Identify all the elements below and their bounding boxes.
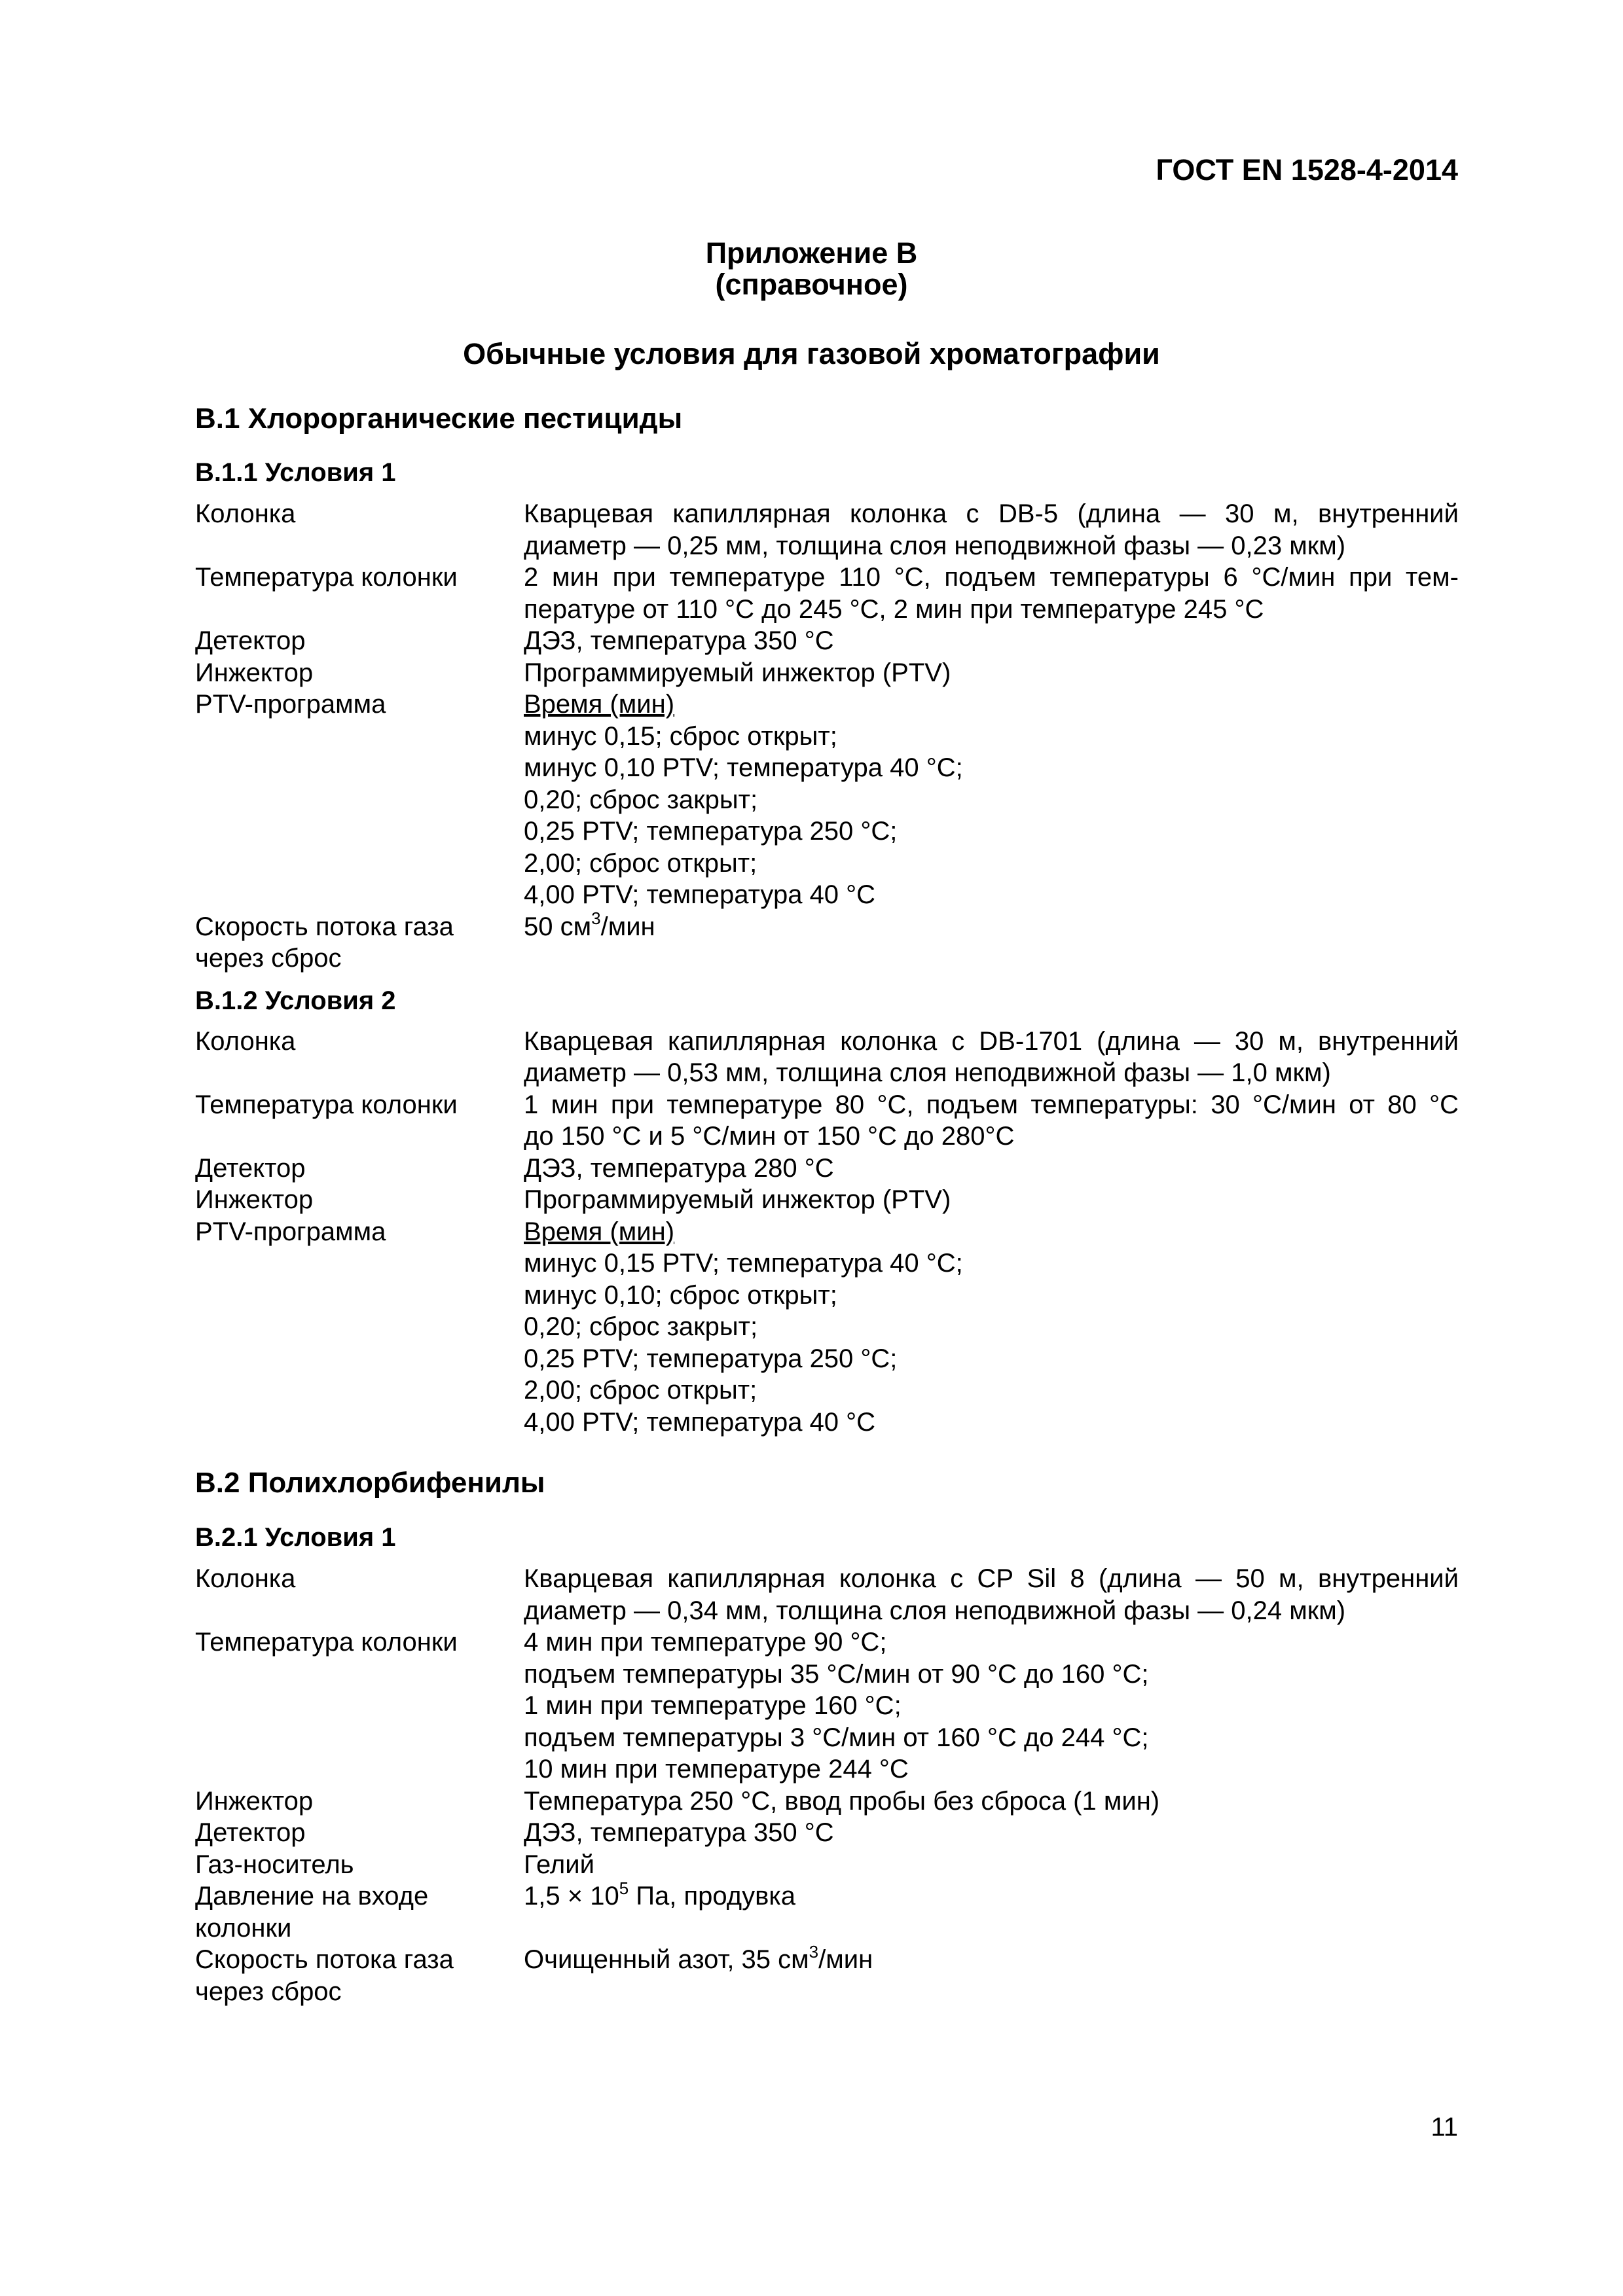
b21-flow-value-unit: /мин: [818, 1945, 873, 1974]
b21-temp-label: Температура колонки: [195, 1628, 458, 1657]
b11-temp-label: Температура колонки: [195, 563, 458, 592]
b21-temp-line: 10 мин при температуре 244 °С: [524, 1755, 909, 1784]
b21-pressure-value-sup: 5: [619, 1878, 629, 1898]
b11-flow-row: [195, 908, 1459, 975]
b21-temp-line: подъем температуры 35 °С/мин от 90 °С до 160 °С;: [524, 1659, 1149, 1689]
b21-pressure-label-line: Давление на входе: [195, 1882, 429, 1910]
b11-ptv-line: 2,00; сброс открыт;: [524, 848, 757, 878]
b21-injector-value: Температура 250 °С, ввод пробы без сброса (1 мин): [524, 1786, 1160, 1816]
b21-carrier-value: Гелий: [524, 1850, 594, 1879]
b21-pressure-label-line: колонки: [195, 1913, 292, 1943]
b21-pressure-value-text: 1,5 × 10: [524, 1882, 619, 1910]
b12-injector-label: Инжектор: [195, 1185, 314, 1214]
b12-detector-label: Детектор: [195, 1153, 306, 1183]
b21-detector-row: [195, 1817, 1459, 1849]
b11-ptv-value: [524, 689, 1459, 911]
b21-flow-label: [195, 1944, 524, 2007]
b12-ptv-line: 2,00; сброс открыт;: [524, 1376, 757, 1405]
b12-ptv-header: Время (мин): [524, 1217, 675, 1246]
b12-ptv-line: минус 0,10; сброс открыт;: [524, 1280, 837, 1310]
b12-ptv-line: 0,25 PTV; температура 250 °С;: [524, 1344, 898, 1373]
annex-heading: Обычные условия для газовой хроматографии: [463, 337, 1160, 370]
b11-injector-label: Инжектор: [195, 658, 314, 687]
b12-ptv-line: 0,20; сброс закрыт;: [524, 1312, 758, 1341]
b11-ptv-label: PTV-программа: [195, 690, 386, 719]
b12-column-value-line: диаметр — 0,53 мм, толщина слоя неподвижной фазы — 1,0 мкм): [524, 1058, 1331, 1087]
annex-type: (справочное): [715, 268, 908, 301]
b21-pressure-value-unit: Па, продувка: [629, 1882, 795, 1910]
b11-flow-value-unit: /мин: [600, 912, 655, 941]
b21-temp-row: [195, 1626, 1459, 1785]
b11-column-label: Колонка: [195, 499, 296, 528]
b11-temp-value-line: пературе от 110 °С до 245 °С, 2 мин при температуре 245 °С: [524, 594, 1264, 624]
b21-column-value: [524, 1563, 1459, 1626]
b12-temp-value: [524, 1089, 1459, 1153]
b11-detector-row: [195, 625, 1459, 657]
b21-detector-value: ДЭЗ, температура 350 °С: [524, 1818, 834, 1847]
b11-injector-row: [195, 657, 1459, 689]
b11-flow-value-sup: 3: [591, 908, 601, 929]
b11-column-row: [195, 498, 1459, 562]
b12-ptv-line: 4,00 PTV; температура 40 °С: [524, 1407, 876, 1437]
b21-injector-label: Инжектор: [195, 1786, 314, 1816]
b21-temp-line: 1 мин при температуре 160 °С;: [524, 1691, 902, 1720]
b12-ptv-line: минус 0,15 PTV; температура 40 °С;: [524, 1249, 963, 1278]
b12-ptv-row: [195, 1216, 1459, 1439]
b12-conditions: [195, 1026, 1459, 1439]
b12-temp-value-line: 1 мин при температуре 80 °С, подъем температуры: 30 °С/мин от 80 °С: [524, 1090, 1459, 1119]
subsection-b11-title: В.1.1 Условия 1: [195, 458, 396, 487]
b11-flow-label-line: Скорость потока газа: [195, 912, 454, 941]
section-b2-title: В.2 Полихлорбифенилы: [195, 1467, 545, 1499]
b11-ptv-row: [195, 689, 1459, 911]
b12-detector-value: ДЭЗ, температура 280 °С: [524, 1153, 834, 1183]
b21-injector-row: [195, 1785, 1459, 1818]
b11-temp-row: [195, 562, 1459, 625]
b11-ptv-line: минус 0,10 PTV; температура 40 °С;: [524, 753, 963, 782]
subsection-b12-title: В.1.2 Условия 2: [195, 986, 396, 1015]
b21-carrier-label: Газ-носитель: [195, 1850, 354, 1879]
b11-temp-value-line: 2 мин при температуре 110 °С, подъем температуры 6 °С/мин при тем-: [524, 563, 1459, 592]
b11-flow-label-line: через сброс: [195, 944, 342, 973]
b11-injector-value: Программируемый инжектор (PTV): [524, 658, 951, 687]
b21-detector-label: Детектор: [195, 1818, 306, 1847]
b21-flow-label-line: через сброс: [195, 1977, 342, 2006]
b11-column-value: [524, 498, 1459, 562]
b21-column-value-line: диаметр — 0,34 мм, толщина слоя неподвижной фазы — 0,24 мкм): [524, 1596, 1346, 1625]
b21-flow-value-text: Очищенный азот, 35 см: [524, 1945, 809, 1974]
b12-column-value-line: Кварцевая капиллярная колонка с DB-1701 (длина — 30 м, внутренний: [524, 1026, 1459, 1056]
b11-ptv-line: 0,20; сброс закрыт;: [524, 785, 758, 814]
b21-flow-value: [524, 1941, 1459, 2007]
b12-injector-value: Программируемый инжектор (PTV): [524, 1185, 951, 1214]
b12-temp-value-line: до 150 °С и 5 °С/мин от 150 °С до 280°С: [524, 1122, 1015, 1151]
b21-conditions: [195, 1563, 1459, 2007]
page-number: 11: [1431, 2113, 1458, 2142]
b21-pressure-label: [195, 1880, 524, 1944]
b12-temp-label: Температура колонки: [195, 1090, 458, 1119]
b12-column-value: [524, 1026, 1459, 1089]
b21-carrier-row: [195, 1849, 1459, 1881]
b11-ptv-line: 0,25 PTV; температура 250 °С;: [524, 817, 898, 846]
subsection-b21-title: В.2.1 Условия 1: [195, 1523, 396, 1552]
document-body: [195, 403, 1459, 2007]
b12-column-row: [195, 1026, 1459, 1089]
b12-ptv-value: [524, 1216, 1459, 1439]
b11-detector-value: ДЭЗ, температура 350 °С: [524, 626, 834, 655]
document-code: ГОСТ EN 1528-4-2014: [1156, 153, 1458, 187]
b11-column-value-line: диаметр — 0,25 мм, толщина слоя неподвижной фазы — 0,23 мкм): [524, 531, 1346, 560]
b21-temp-value: [524, 1626, 1459, 1785]
b12-detector-row: [195, 1153, 1459, 1185]
b21-temp-line: 4 мин при температуре 90 °С;: [524, 1628, 887, 1657]
b12-ptv-label: PTV-программа: [195, 1217, 386, 1246]
b12-column-label: Колонка: [195, 1026, 296, 1056]
b21-flow-value-sup: 3: [809, 1941, 819, 1962]
b21-flow-label-line: Скорость потока газа: [195, 1945, 454, 1974]
section-b1-title: В.1 Хлорорганические пестициды: [195, 403, 683, 435]
b11-ptv-line: 4,00 PTV; температура 40 °С: [524, 880, 876, 909]
b21-temp-line: подъем температуры 3 °С/мин от 160 °С до 244 °С;: [524, 1723, 1149, 1752]
b11-flow-value-text: 50 см: [524, 912, 592, 941]
b11-column-value-line: Кварцевая капиллярная колонка с DB-5 (длина — 30 м, внутренний: [524, 499, 1459, 528]
b11-temp-value: [524, 562, 1459, 625]
b21-column-label: Колонка: [195, 1564, 296, 1593]
b21-column-row: [195, 1563, 1459, 1626]
b11-detector-label: Детектор: [195, 626, 306, 655]
b11-flow-label: [195, 911, 524, 975]
b11-ptv-line: минус 0,15; сброс открыт;: [524, 721, 837, 751]
b11-conditions: [195, 498, 1459, 975]
b21-pressure-value: [524, 1880, 1459, 1944]
b12-injector-row: [195, 1184, 1459, 1216]
annex-title: Приложение В: [705, 236, 918, 270]
b21-flow-row: [195, 1941, 1459, 2007]
b11-flow-value: [524, 908, 1459, 975]
b21-pressure-row: [195, 1880, 1459, 1944]
b12-temp-row: [195, 1089, 1459, 1153]
b21-column-value-line: Кварцевая капиллярная колонка с CP Sil 8 (длина — 50 м, внутренний: [524, 1564, 1459, 1593]
b11-ptv-header: Время (мин): [524, 690, 675, 719]
